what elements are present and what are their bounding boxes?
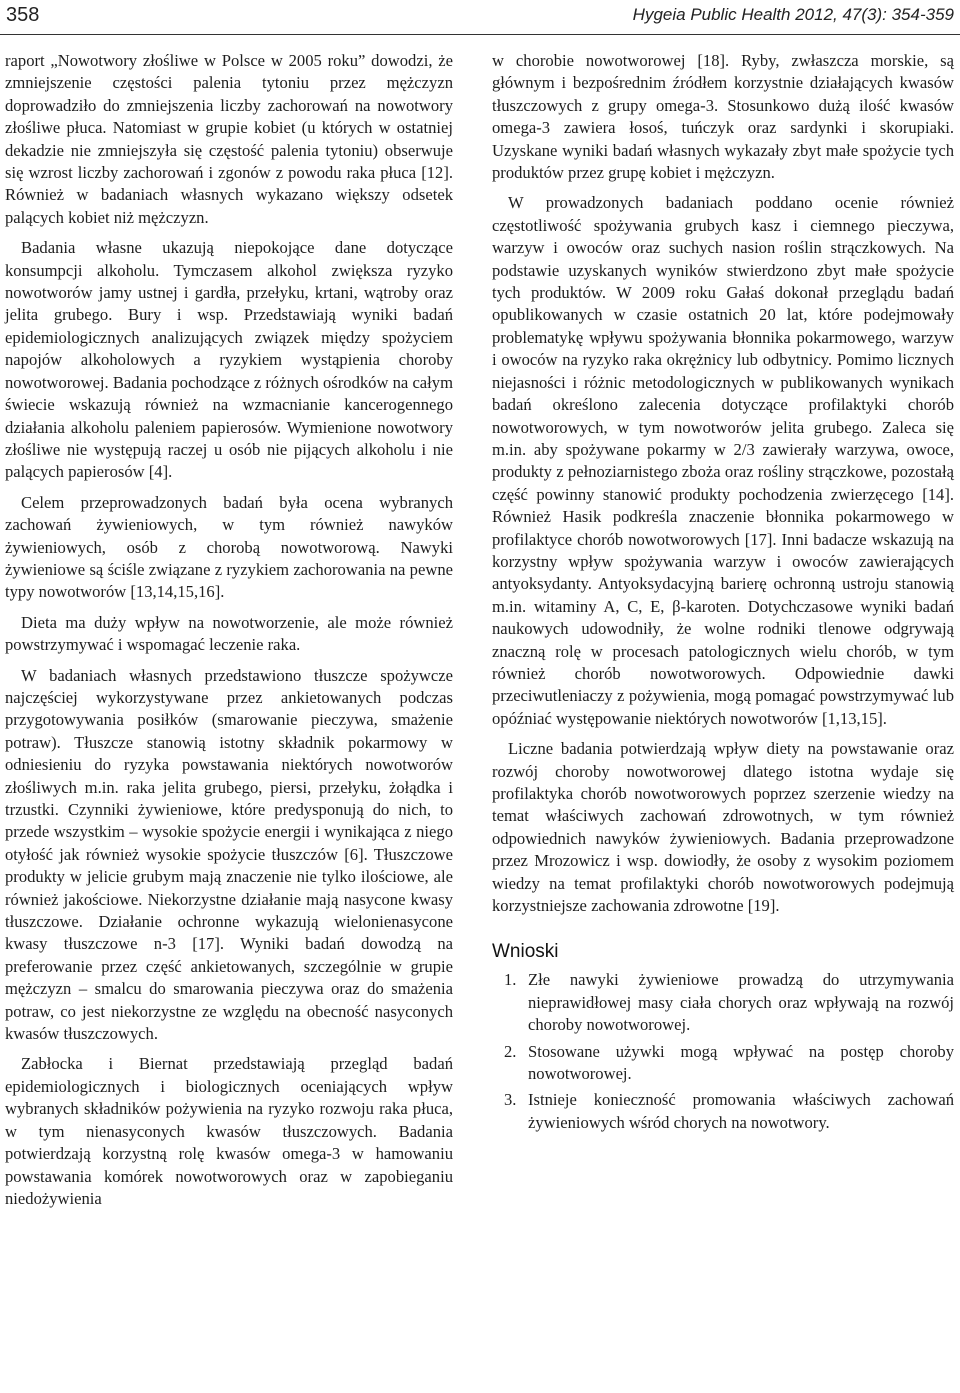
list-number: 2.	[504, 1041, 517, 1061]
page-number: 358	[6, 3, 40, 26]
paragraph: w chorobie nowotworowej [18]. Ryby, zwłaszcza morskie, są głównym i bezpośrednim źródłem korzystnie działających kwasów tłuszczowych z grupy omega-3. Stosunkowo dużą ilość kwasów omega-3 zawiera łosoś, tuńczyk oraz sardynki i skorupiaki. Uzyskane wyniki badań własnych wykazały zbyt małe spożycie tych produktów przez grupę kobiet i mężczyzn.	[492, 51, 954, 183]
list-number: 3.	[504, 1090, 517, 1110]
journal-citation: Hygeia Public Health 2012, 47(3): 354-359	[632, 5, 954, 24]
paragraph: W prowadzonych badaniach poddano ocenie również częstotliwość spożywania grubych kasz i ciemnego pieczywa, warzyw i owoców oraz suchych nasion roślin strączkowych. Na podstawie uzyskanych wyników stwierdzono zbyt małe spożycie tych produktów. W 2009 roku Gałaś dokonał przeglądu badań opublikowanych w czasie ostatnich 20 lat, które podejmowały problematykę wpływu spożywania błonnika pokarmowego, warzyw i owoców na ryzyko raka okrężnicy lub odbytnicy. Pomimo licznych niejasności i różnic metodologicznych w publikowanych wynikach badań określono zalecenia dotyczące profilaktyki chorób nowotworowych, w tym nowotworów jelita grubego. Zaleca się m.in. aby spożywane pokarmy w 2/3 zawierały warzywa, owoce, produkty z pełnoziarnistego zboża oraz rośliny strączkowe, pozostałą część powinny stanowić produkty pochodzenia zwierzęcego [14]. Również Hasik podkreśla znaczenie błonnika pokarmowego w profilaktyce chorób nowotworowych [17]. Inni badacze wskazują na korzystny wpływ spożywania warzyw i owoców zawierających antyoksydanty. Antyoksydacyjną barierę ochronną ustroju stanowią m.in. witaminy A, C, E, β-karoten. Dotychczasowe wyniki badań naukowych udowodniły, że wolne rodniki tlenowe odgrywają znaczną rolę w procesach patologicznych wielu chorób, w tym również chorób nowotworowych. Odpowiednie dawki przeciwutleniaczy z pożywienia, mogą pomagać powstrzymywać lub opóźniać występowanie niektórych nowotworów [1,13,15].	[492, 193, 954, 728]
paragraph: W badaniach własnych przedstawiono tłuszcze spożywcze najczęściej wykorzystywane przez ankietowanych podczas przygotowywania posiłków (smarowanie pieczywa, smażenie potraw). Tłuszcze stanowią istotny składnik pokarmowy w odniesieniu do ryzyka powstawania niektórych nowotworów złośliwych m.in. raka jelita grubego, piersi, przełyku, żołądka i trzustki. Czynniki żywieniowe, które predysponują do nich, to przede wszystkim – wysokie spożycie energii i wynikająca z niego otyłość jak również wysokie spożycie tłuszczów [6]. Tłuszczowe produkty w jelicie grubym mają znaczenie nie tylko ilościowe, ale również jakościowe. Niekorzystne działanie mają nasycone kwasy tłuszczowe. Działanie ochronne wykazują wielonienasycone kwasy tłuszczowe n-3 [17]. Wyniki badań dowodzą na preferowanie przez część ankietowanych, szczególnie w grupie mężczyzn – smalcu do smarowania pieczywa oraz do smażenia potraw, co jest niekorzystne ze względu na obecność nasyconych kwasów tłuszczowych.	[5, 665, 453, 1044]
paragraph: Badania własne ukazują niepokojące dane dotyczące konsumpcji alkoholu. Tymczasem alkohol zwiększa ryzyko nowotworów jamy ustnej i gardła, przełyku, krtani, wątroby oraz jelita grubego. Bury i wsp. Przedstawiają wyniki badań epidemiologicznych analizujących związek między spożyciem napojów alkoholowych a ryzykiem wystąpienia choroby nowotworowej. Badania pochodzące z różnych ośrodków na całym świecie wskazują również na wzmacnianie kancerogennego działania alkoholu paleniem papierosów. Wymienione nowotwory złośliwe nie występują raczej u osób nie pijących alkoholu i nie palących papierosów [4].	[5, 238, 453, 482]
paragraph: Liczne badania potwierdzają wpływ diety na powstawanie oraz rozwój choroby nowotworowej dlatego istotna wydaje się profilaktyka chorób nowotworowych poprzez szerzenie wiedzy na temat właściwych zachowań zdrowotnych, w tym również odpowiednich nawyków żywieniowych. Badania przeprowadzone przez Mrozowicz i wsp. dowiodły, że osoby z wysokim poziomem wiedzy na temat profilaktyki chorób nowotworowych podejmują korzystniejsze zachowania zdrowotne [19].	[492, 739, 954, 916]
conclusion-item	[492, 1041, 954, 1086]
paragraph: Zabłocka i Biernat przedstawiają przegląd badań epidemiologicznych i biologicznych oceniających wpływ wybranych składników pożywienia na ryzyko rozwoju raka płuca, w tym nienasyconych kwasów tłuszczowych. Badania potwierdzają korzystną rolę kwasów omega-3 w hamowaniu powstawania komórek nowotworowych oraz w zapobieganiu niedożywienia	[5, 1054, 453, 1208]
conclusion-text: Stosowane używki mogą wpływać na postęp choroby nowotworowej.	[528, 1041, 954, 1084]
conclusion-item	[492, 969, 954, 1036]
page-header	[0, 0, 960, 30]
conclusion-text: Istnieje konieczność promowania właściwych zachowań żywieniowych wśród chorych na nowotwory.	[528, 1090, 954, 1132]
conclusion-text: Złe nawyki żywieniowe prowadzą do utrzymywania nieprawidłowej masy ciała chorych oraz wpływają na rozwój choroby nowotworowej.	[528, 970, 954, 1035]
paragraph: raport „Nowotwory złośliwe w Polsce w 2005 roku” dowodzi, że zmniejszenie częstości palenia tytoniu przez mężczyzn doprowadziło do zmniejszenia liczby zachorowań na nowotwory złośliwe płuca. Natomiast w grupie kobiet (u których w ostatniej dekadzie nie zmniejszyła się częstość palenia tytoniu) obserwuje się wzrost liczby zachorowań i zgonów z powodu raka płuca [12]. Również w badaniach własnych wykazano większy odsetek palących kobiet niż mężczyzn.	[5, 51, 453, 227]
conclusion-item	[492, 1089, 954, 1134]
section-heading-conclusions: Wnioski	[492, 941, 559, 963]
conclusions-list	[492, 969, 954, 1134]
left-column	[5, 50, 453, 1210]
paragraph: Celem przeprowadzonych badań była ocena wybranych zachowań żywieniowych, w tym również nawyków żywieniowych, osób z chorobą nowotworową. Nawyki żywieniowe są ściśle związane z ryzykiem zachorowania na pewne typy nowotworów [13,14,15,16].	[5, 492, 453, 602]
right-column	[492, 50, 954, 1138]
list-number: 1.	[504, 970, 517, 990]
header-rule	[0, 34, 960, 35]
paragraph: Dieta ma duży wpływ na nowotworzenie, ale może również powstrzymywać i wspomagać leczenie raka.	[5, 612, 453, 655]
